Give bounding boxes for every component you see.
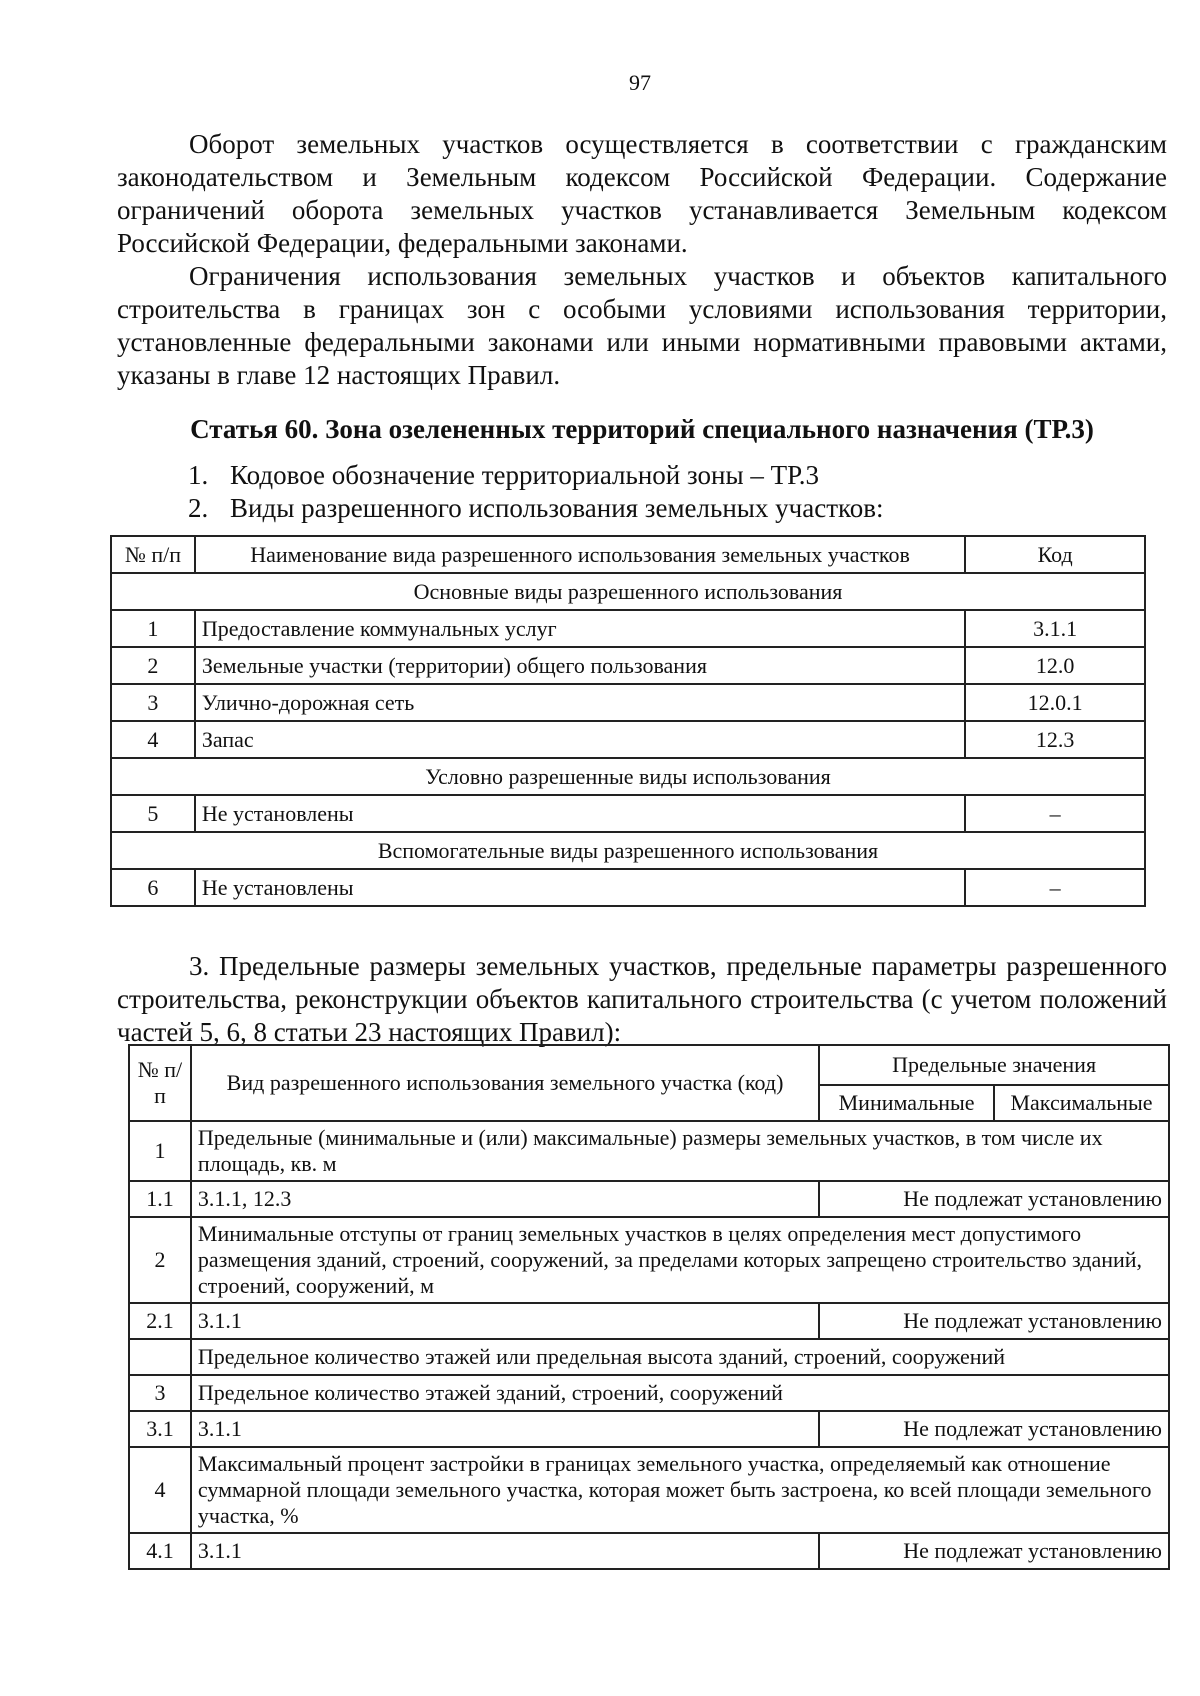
table-row <box>111 610 1145 647</box>
table-row <box>129 1303 1169 1339</box>
column-header-limit-values: Предельные значения <box>819 1045 1169 1085</box>
table-header-row <box>129 1045 1169 1085</box>
table-row <box>111 684 1145 721</box>
table-row <box>129 1217 1169 1303</box>
use-name: Земельные участки (территории) общего пользования <box>195 647 965 684</box>
paragraph-size-limits: 3. Предельные размеры земельных участков, предельные параметры разрешенного строительства, реконструкции объектов капитального строительства (с учетом положений частей 5, 6, 8 статьи 23 настоящих Правил): <box>117 951 1167 1047</box>
parameter-text: Предельное количество этажей или предельная высота зданий, строений, сооружений <box>191 1339 1169 1375</box>
table-row <box>111 647 1145 684</box>
use-code: 12.3 <box>965 721 1145 758</box>
column-header-maximum: Максимальные <box>994 1085 1169 1121</box>
table-row <box>129 1533 1169 1569</box>
row-number: 4 <box>111 721 195 758</box>
column-header-number: № п/п <box>129 1045 191 1121</box>
use-code: 3.1.1 <box>191 1303 819 1339</box>
use-name: Запас <box>195 721 965 758</box>
row-number: 1.1 <box>129 1181 191 1217</box>
limit-value: Не подлежат установлению <box>819 1533 1169 1569</box>
page-number: 97 <box>629 70 651 95</box>
use-name: Предоставление коммунальных услуг <box>195 610 965 647</box>
table-header-row <box>111 536 1145 573</box>
table-row <box>111 721 1145 758</box>
table-row <box>129 1339 1169 1375</box>
row-number: 4 <box>129 1447 191 1533</box>
column-header-code: Код <box>965 536 1145 573</box>
limit-value: Не подлежат установлению <box>819 1411 1169 1447</box>
list-item-text: Виды разрешенного использования земельных участков: <box>230 493 884 523</box>
use-code: – <box>965 869 1145 906</box>
column-header-number: № п/п <box>111 536 195 573</box>
limit-value: Не подлежат установлению <box>819 1303 1169 1339</box>
use-code: 3.1.1 <box>191 1411 819 1447</box>
section-title-auxiliary: Вспомогательные виды разрешенного использования <box>111 832 1145 869</box>
table-row <box>129 1447 1169 1533</box>
section-title-main: Основные виды разрешенного использования <box>111 573 1145 610</box>
permitted-uses-table <box>110 535 1146 907</box>
parameter-text: Предельные (минимальные и (или) максимальные) размеры земельных участков, в том числе их площадь, кв. м <box>191 1121 1169 1181</box>
column-header-use-kind: Вид разрешенного использования земельного участка (код) <box>191 1045 819 1121</box>
paragraph-land-turnover: Оборот земельных участков осуществляется в соответствии с гражданским законодательством и Земельным кодексом Российской Федерации. Содержание ограничений оборота земельных участков устанавливается Земельным кодексом Российской Федерации, федеральными законами. <box>117 129 1167 258</box>
section-row <box>111 573 1145 610</box>
paragraph-land-restrictions: Ограничения использования земельных участков и объектов капитального строительства в границах зон с особыми условиями использования территории, установленные федеральными законами или иными нормативными правовыми актами, указаны в главе 12 настоящих Правил. <box>117 261 1167 390</box>
list-item-number: 2. <box>188 493 209 523</box>
section-title-conditional: Условно разрешенные виды использования <box>111 758 1145 795</box>
limit-parameters-table <box>128 1044 1170 1570</box>
row-number: 3.1 <box>129 1411 191 1447</box>
row-number: 1 <box>129 1121 191 1181</box>
column-header-use-name: Наименование вида разрешенного использования земельных участков <box>195 536 965 573</box>
parameter-text: Предельное количество этажей зданий, строений, сооружений <box>191 1375 1169 1411</box>
table-row <box>129 1181 1169 1217</box>
use-name: Улично-дорожная сеть <box>195 684 965 721</box>
row-number: 2 <box>129 1217 191 1303</box>
row-number: 3 <box>111 684 195 721</box>
row-number: 6 <box>111 869 195 906</box>
parameter-text: Максимальный процент застройки в границах земельного участка, определяемый как отношение суммарной площади земельного участка, которая может быть застроена, ко всей площади земельного участка, % <box>191 1447 1169 1533</box>
row-number: 5 <box>111 795 195 832</box>
table-row <box>129 1411 1169 1447</box>
use-code: – <box>965 795 1145 832</box>
row-number: 2 <box>111 647 195 684</box>
row-number <box>129 1339 191 1375</box>
section-row <box>111 758 1145 795</box>
row-number: 2.1 <box>129 1303 191 1339</box>
row-number: 4.1 <box>129 1533 191 1569</box>
table-row <box>129 1121 1169 1181</box>
article-title: Статья 60. Зона озелененных территорий специального назначения (ТР.3) <box>190 414 1094 444</box>
list-item-zone-code <box>188 460 819 491</box>
list-item-number: 1. <box>188 460 209 490</box>
row-number: 3 <box>129 1375 191 1411</box>
use-code: 12.0 <box>965 647 1145 684</box>
column-header-minimum: Минимальные <box>819 1085 994 1121</box>
section-row <box>111 832 1145 869</box>
table-row <box>111 869 1145 906</box>
use-code: 3.1.1, 12.3 <box>191 1181 819 1217</box>
list-item-permitted-uses <box>188 493 884 524</box>
table-row <box>111 795 1145 832</box>
use-code: 12.0.1 <box>965 684 1145 721</box>
use-code: 3.1.1 <box>965 610 1145 647</box>
table-row <box>129 1375 1169 1411</box>
use-name: Не установлены <box>195 869 965 906</box>
row-number: 1 <box>111 610 195 647</box>
list-item-text: Кодовое обозначение территориальной зоны – ТР.3 <box>230 460 819 490</box>
use-name: Не установлены <box>195 795 965 832</box>
use-code: 3.1.1 <box>191 1533 819 1569</box>
limit-value: Не подлежат установлению <box>819 1181 1169 1217</box>
parameter-text: Минимальные отступы от границ земельных участков в целях определения мест допустимого размещения зданий, строений, сооружений, за пределами которых запрещено строительство зданий, строений, сооружений, м <box>191 1217 1169 1303</box>
